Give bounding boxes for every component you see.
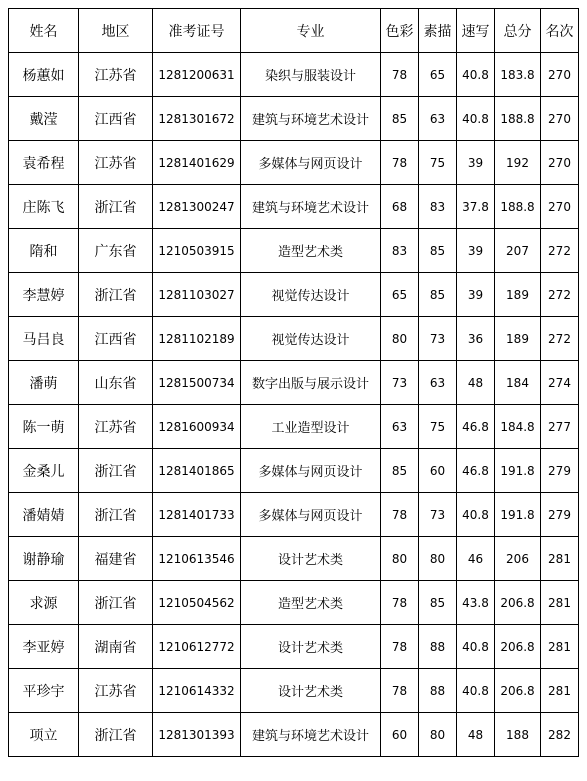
cell-total: 189 — [495, 273, 541, 317]
cell-color: 78 — [381, 493, 419, 537]
cell-exam-id: 1210503915 — [153, 229, 241, 273]
cell-name: 袁希程 — [9, 141, 79, 185]
table-row — [9, 317, 579, 361]
table-row — [9, 185, 579, 229]
cell-major: 多媒体与网页设计 — [241, 493, 381, 537]
cell-color: 63 — [381, 405, 419, 449]
cell-name: 杨蕙如 — [9, 53, 79, 97]
cell-exam-id: 1281301672 — [153, 97, 241, 141]
header-exam-id: 准考证号 — [153, 9, 241, 53]
cell-rank: 279 — [541, 493, 579, 537]
table-row — [9, 53, 579, 97]
cell-region: 江苏省 — [79, 669, 153, 713]
cell-total: 191.8 — [495, 449, 541, 493]
cell-major: 造型艺术类 — [241, 581, 381, 625]
table-row — [9, 713, 579, 757]
table-row — [9, 405, 579, 449]
cell-rank: 281 — [541, 625, 579, 669]
cell-color: 85 — [381, 97, 419, 141]
cell-major: 建筑与环境艺术设计 — [241, 713, 381, 757]
table-row — [9, 581, 579, 625]
cell-quick-sketch: 36 — [457, 317, 495, 361]
cell-name: 项立 — [9, 713, 79, 757]
cell-sketch: 88 — [419, 669, 457, 713]
cell-total: 206.8 — [495, 581, 541, 625]
cell-rank: 272 — [541, 317, 579, 361]
cell-sketch: 85 — [419, 229, 457, 273]
cell-total: 207 — [495, 229, 541, 273]
cell-major: 数字出版与展示设计 — [241, 361, 381, 405]
cell-quick-sketch: 39 — [457, 229, 495, 273]
cell-region: 江苏省 — [79, 53, 153, 97]
cell-exam-id: 1281301393 — [153, 713, 241, 757]
table-row — [9, 229, 579, 273]
header-name: 姓名 — [9, 9, 79, 53]
cell-name: 马吕良 — [9, 317, 79, 361]
cell-color: 78 — [381, 669, 419, 713]
cell-name: 潘婧婧 — [9, 493, 79, 537]
cell-name: 隋和 — [9, 229, 79, 273]
cell-sketch: 63 — [419, 97, 457, 141]
cell-name: 庄陈飞 — [9, 185, 79, 229]
table-row — [9, 361, 579, 405]
cell-exam-id: 1210612772 — [153, 625, 241, 669]
table-row — [9, 449, 579, 493]
cell-major: 建筑与环境艺术设计 — [241, 97, 381, 141]
score-table-container — [8, 8, 579, 757]
cell-exam-id: 1210504562 — [153, 581, 241, 625]
cell-total: 188.8 — [495, 97, 541, 141]
cell-region: 江苏省 — [79, 141, 153, 185]
cell-color: 78 — [381, 141, 419, 185]
cell-major: 设计艺术类 — [241, 625, 381, 669]
cell-rank: 281 — [541, 669, 579, 713]
cell-major: 建筑与环境艺术设计 — [241, 185, 381, 229]
cell-region: 浙江省 — [79, 273, 153, 317]
cell-quick-sketch: 43.8 — [457, 581, 495, 625]
cell-name: 戴滢 — [9, 97, 79, 141]
cell-region: 福建省 — [79, 537, 153, 581]
cell-region: 浙江省 — [79, 185, 153, 229]
cell-total: 188.8 — [495, 185, 541, 229]
cell-name: 潘萌 — [9, 361, 79, 405]
cell-exam-id: 1281200631 — [153, 53, 241, 97]
cell-major: 设计艺术类 — [241, 669, 381, 713]
cell-rank: 282 — [541, 713, 579, 757]
cell-name: 谢静瑜 — [9, 537, 79, 581]
cell-quick-sketch: 46 — [457, 537, 495, 581]
table-row — [9, 141, 579, 185]
score-table — [8, 8, 579, 757]
header-total: 总分 — [495, 9, 541, 53]
cell-sketch: 83 — [419, 185, 457, 229]
cell-name: 平珍宇 — [9, 669, 79, 713]
cell-rank: 270 — [541, 185, 579, 229]
cell-major: 设计艺术类 — [241, 537, 381, 581]
cell-quick-sketch: 39 — [457, 273, 495, 317]
cell-major: 多媒体与网页设计 — [241, 449, 381, 493]
cell-color: 65 — [381, 273, 419, 317]
cell-sketch: 80 — [419, 713, 457, 757]
cell-major: 视觉传达设计 — [241, 317, 381, 361]
header-color: 色彩 — [381, 9, 419, 53]
cell-rank: 272 — [541, 229, 579, 273]
cell-sketch: 85 — [419, 581, 457, 625]
cell-major: 多媒体与网页设计 — [241, 141, 381, 185]
cell-total: 191.8 — [495, 493, 541, 537]
cell-region: 江西省 — [79, 97, 153, 141]
cell-quick-sketch: 40.8 — [457, 669, 495, 713]
cell-region: 江西省 — [79, 317, 153, 361]
cell-exam-id: 1281102189 — [153, 317, 241, 361]
cell-total: 188 — [495, 713, 541, 757]
cell-color: 78 — [381, 625, 419, 669]
table-body — [9, 53, 579, 757]
cell-exam-id: 1210614332 — [153, 669, 241, 713]
cell-quick-sketch: 46.8 — [457, 449, 495, 493]
cell-sketch: 85 — [419, 273, 457, 317]
cell-exam-id: 1210613546 — [153, 537, 241, 581]
cell-name: 求源 — [9, 581, 79, 625]
cell-region: 浙江省 — [79, 713, 153, 757]
cell-sketch: 73 — [419, 493, 457, 537]
cell-color: 80 — [381, 317, 419, 361]
cell-total: 206.8 — [495, 669, 541, 713]
cell-name: 李亚婷 — [9, 625, 79, 669]
cell-quick-sketch: 40.8 — [457, 625, 495, 669]
cell-color: 83 — [381, 229, 419, 273]
header-region: 地区 — [79, 9, 153, 53]
table-row — [9, 625, 579, 669]
header-quick-sketch: 速写 — [457, 9, 495, 53]
cell-rank: 270 — [541, 97, 579, 141]
table-header-row — [9, 9, 579, 53]
cell-sketch: 75 — [419, 405, 457, 449]
cell-major: 工业造型设计 — [241, 405, 381, 449]
cell-quick-sketch: 40.8 — [457, 97, 495, 141]
cell-sketch: 80 — [419, 537, 457, 581]
cell-exam-id: 1281600934 — [153, 405, 241, 449]
cell-total: 206 — [495, 537, 541, 581]
cell-quick-sketch: 40.8 — [457, 53, 495, 97]
cell-region: 浙江省 — [79, 449, 153, 493]
cell-major: 视觉传达设计 — [241, 273, 381, 317]
cell-name: 李慧婷 — [9, 273, 79, 317]
table-row — [9, 97, 579, 141]
cell-exam-id: 1281401733 — [153, 493, 241, 537]
cell-sketch: 73 — [419, 317, 457, 361]
cell-rank: 274 — [541, 361, 579, 405]
cell-total: 189 — [495, 317, 541, 361]
cell-quick-sketch: 48 — [457, 361, 495, 405]
table-row — [9, 493, 579, 537]
cell-region: 浙江省 — [79, 581, 153, 625]
cell-region: 广东省 — [79, 229, 153, 273]
cell-name: 金桑儿 — [9, 449, 79, 493]
cell-color: 85 — [381, 449, 419, 493]
cell-rank: 281 — [541, 581, 579, 625]
cell-region: 湖南省 — [79, 625, 153, 669]
table-row — [9, 273, 579, 317]
cell-quick-sketch: 46.8 — [457, 405, 495, 449]
cell-total: 184.8 — [495, 405, 541, 449]
header-rank: 名次 — [541, 9, 579, 53]
cell-color: 60 — [381, 713, 419, 757]
cell-sketch: 75 — [419, 141, 457, 185]
table-row — [9, 669, 579, 713]
cell-color: 78 — [381, 581, 419, 625]
cell-quick-sketch: 48 — [457, 713, 495, 757]
cell-exam-id: 1281401865 — [153, 449, 241, 493]
table-row — [9, 537, 579, 581]
cell-rank: 270 — [541, 53, 579, 97]
cell-sketch: 88 — [419, 625, 457, 669]
cell-exam-id: 1281500734 — [153, 361, 241, 405]
cell-rank: 272 — [541, 273, 579, 317]
cell-rank: 281 — [541, 537, 579, 581]
cell-total: 183.8 — [495, 53, 541, 97]
cell-total: 206.8 — [495, 625, 541, 669]
header-sketch: 素描 — [419, 9, 457, 53]
cell-total: 184 — [495, 361, 541, 405]
cell-rank: 270 — [541, 141, 579, 185]
cell-region: 浙江省 — [79, 493, 153, 537]
cell-region: 山东省 — [79, 361, 153, 405]
cell-color: 80 — [381, 537, 419, 581]
cell-major: 造型艺术类 — [241, 229, 381, 273]
cell-exam-id: 1281300247 — [153, 185, 241, 229]
cell-quick-sketch: 39 — [457, 141, 495, 185]
cell-sketch: 65 — [419, 53, 457, 97]
cell-exam-id: 1281401629 — [153, 141, 241, 185]
cell-quick-sketch: 40.8 — [457, 493, 495, 537]
cell-major: 染织与服装设计 — [241, 53, 381, 97]
cell-quick-sketch: 37.8 — [457, 185, 495, 229]
cell-rank: 277 — [541, 405, 579, 449]
cell-color: 78 — [381, 53, 419, 97]
cell-rank: 279 — [541, 449, 579, 493]
cell-region: 江苏省 — [79, 405, 153, 449]
cell-sketch: 63 — [419, 361, 457, 405]
cell-color: 73 — [381, 361, 419, 405]
cell-color: 68 — [381, 185, 419, 229]
cell-total: 192 — [495, 141, 541, 185]
cell-sketch: 60 — [419, 449, 457, 493]
header-major: 专业 — [241, 9, 381, 53]
cell-exam-id: 1281103027 — [153, 273, 241, 317]
cell-name: 陈一萌 — [9, 405, 79, 449]
